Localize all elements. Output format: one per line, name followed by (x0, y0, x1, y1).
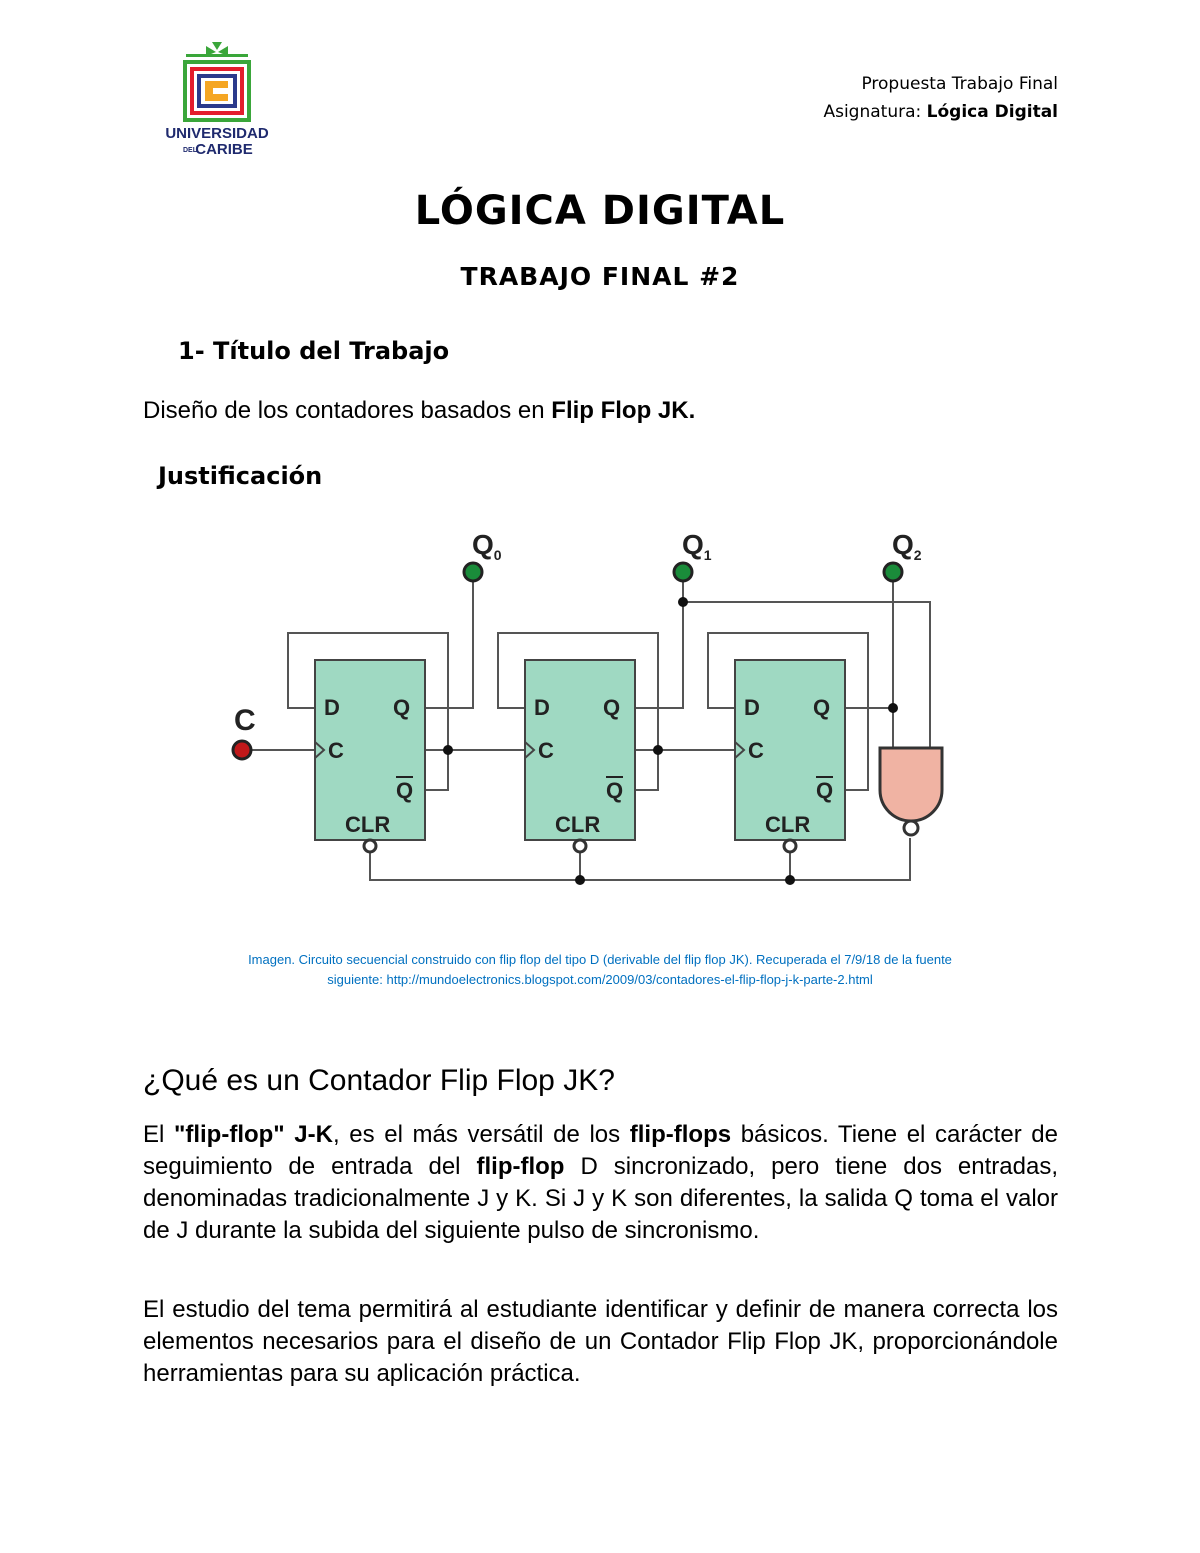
ff3-label-q: Q (813, 695, 831, 720)
p1-bold-1: "flip-flop" J-K (173, 1121, 333, 1148)
ff2-clr-bubble (574, 840, 586, 852)
p1-text-1: El (143, 1121, 174, 1148)
paragraph-purpose: El estudio del tema permitirá al estudiante identificar y definir de manera correcta los elementos necesarios para el diseño de un Contador Flip Flop JK, proporcionándole herramientas para su aplicación práctica. (143, 1296, 1058, 1387)
logo-text-del: DEL (183, 147, 197, 154)
ff2-label-qbar: Q (606, 778, 624, 803)
header-subject (823, 101, 1058, 123)
nand-gate (880, 748, 942, 821)
ff2-label-q: Q (603, 695, 621, 720)
output-q0-led (464, 563, 482, 581)
ff1-label-q: Q (393, 695, 411, 720)
p1-bold-2: flip-flops (629, 1121, 732, 1148)
output-q1-label: $Q_1$ (682, 529, 712, 563)
ff3-label-d: D (744, 695, 760, 720)
ff2-label-clr: CLR (555, 812, 601, 837)
ff1-label-qbar: Q (396, 778, 414, 803)
project-title (143, 397, 695, 425)
nand-gate-bubble (904, 821, 918, 835)
ff3-label-c: C (748, 738, 764, 763)
logo-text-caribe: CARIBE (195, 141, 253, 158)
ff1-label-c: C (328, 738, 344, 763)
clock-input-label: C (234, 704, 256, 737)
project-title-text: Diseño de los contadores basados en (143, 397, 552, 424)
output-q2-led (884, 563, 902, 581)
p1-text-2: , es el más versátil de los (332, 1121, 630, 1148)
ff1-label-d: D (324, 695, 340, 720)
p1-text-4: D sincronizado, pero tiene dos entradas, denominadas tradicionalmente J y K. Si J y K son diferentes, la salida Q toma el valor de J durante la subida del siguiente pulso de sincronismo. (143, 1153, 1058, 1244)
question-heading: ¿Qué es un Contador Flip Flop JK? (143, 1064, 615, 1097)
ff2-label-c: C (538, 738, 554, 763)
p1-text-3: básicos. Tiene el carácter de seguimiento de entrada del (143, 1121, 1059, 1180)
caption-line-2: siguiente: http://mundoelectronics.blogspot.com/2009/03/contadores-el-flip-flop-j-k-parte-2.html (327, 972, 873, 987)
subject-value: Lógica Digital (926, 102, 1058, 122)
caption-line-1: Imagen. Circuito secuencial construido con flip flop del tipo D (derivable del flip flop JK). Recuperada el 7/9/18 de la fuente (248, 952, 952, 967)
justification-heading: Justificación (158, 462, 323, 490)
paragraph-definition (143, 1119, 1058, 1247)
clock-input-led (233, 741, 251, 759)
output-q1-led (674, 563, 692, 581)
ff3-label-qbar: Q (816, 778, 834, 803)
output-q2-label: $Q_2$ (892, 529, 922, 563)
section-1-heading: 1- Título del Trabajo (178, 337, 450, 365)
ff1-clr-bubble (364, 840, 376, 852)
subject-label: Asignatura: (823, 102, 922, 122)
logo-leaf-icon (186, 42, 248, 57)
image-caption (140, 950, 1060, 990)
document-title: LÓGICA DIGITAL (414, 188, 786, 234)
ff3-label-clr: CLR (765, 812, 811, 837)
document-subtitle: TRABAJO FINAL #2 (460, 262, 740, 291)
university-logo (150, 38, 285, 158)
ff2-label-d: D (534, 695, 550, 720)
ff1-label-clr: CLR (345, 812, 391, 837)
header-proposal: Propuesta Trabajo Final (861, 74, 1058, 94)
project-title-bold: Flip Flop JK. (551, 397, 696, 424)
circuit-diagram (220, 520, 980, 900)
ff3-clr-bubble (784, 840, 796, 852)
p1-bold-3: flip-flop (476, 1153, 565, 1180)
logo-text-universidad: UNIVERSIDAD (165, 125, 269, 142)
output-q0-label: $Q_0$ (472, 529, 502, 563)
